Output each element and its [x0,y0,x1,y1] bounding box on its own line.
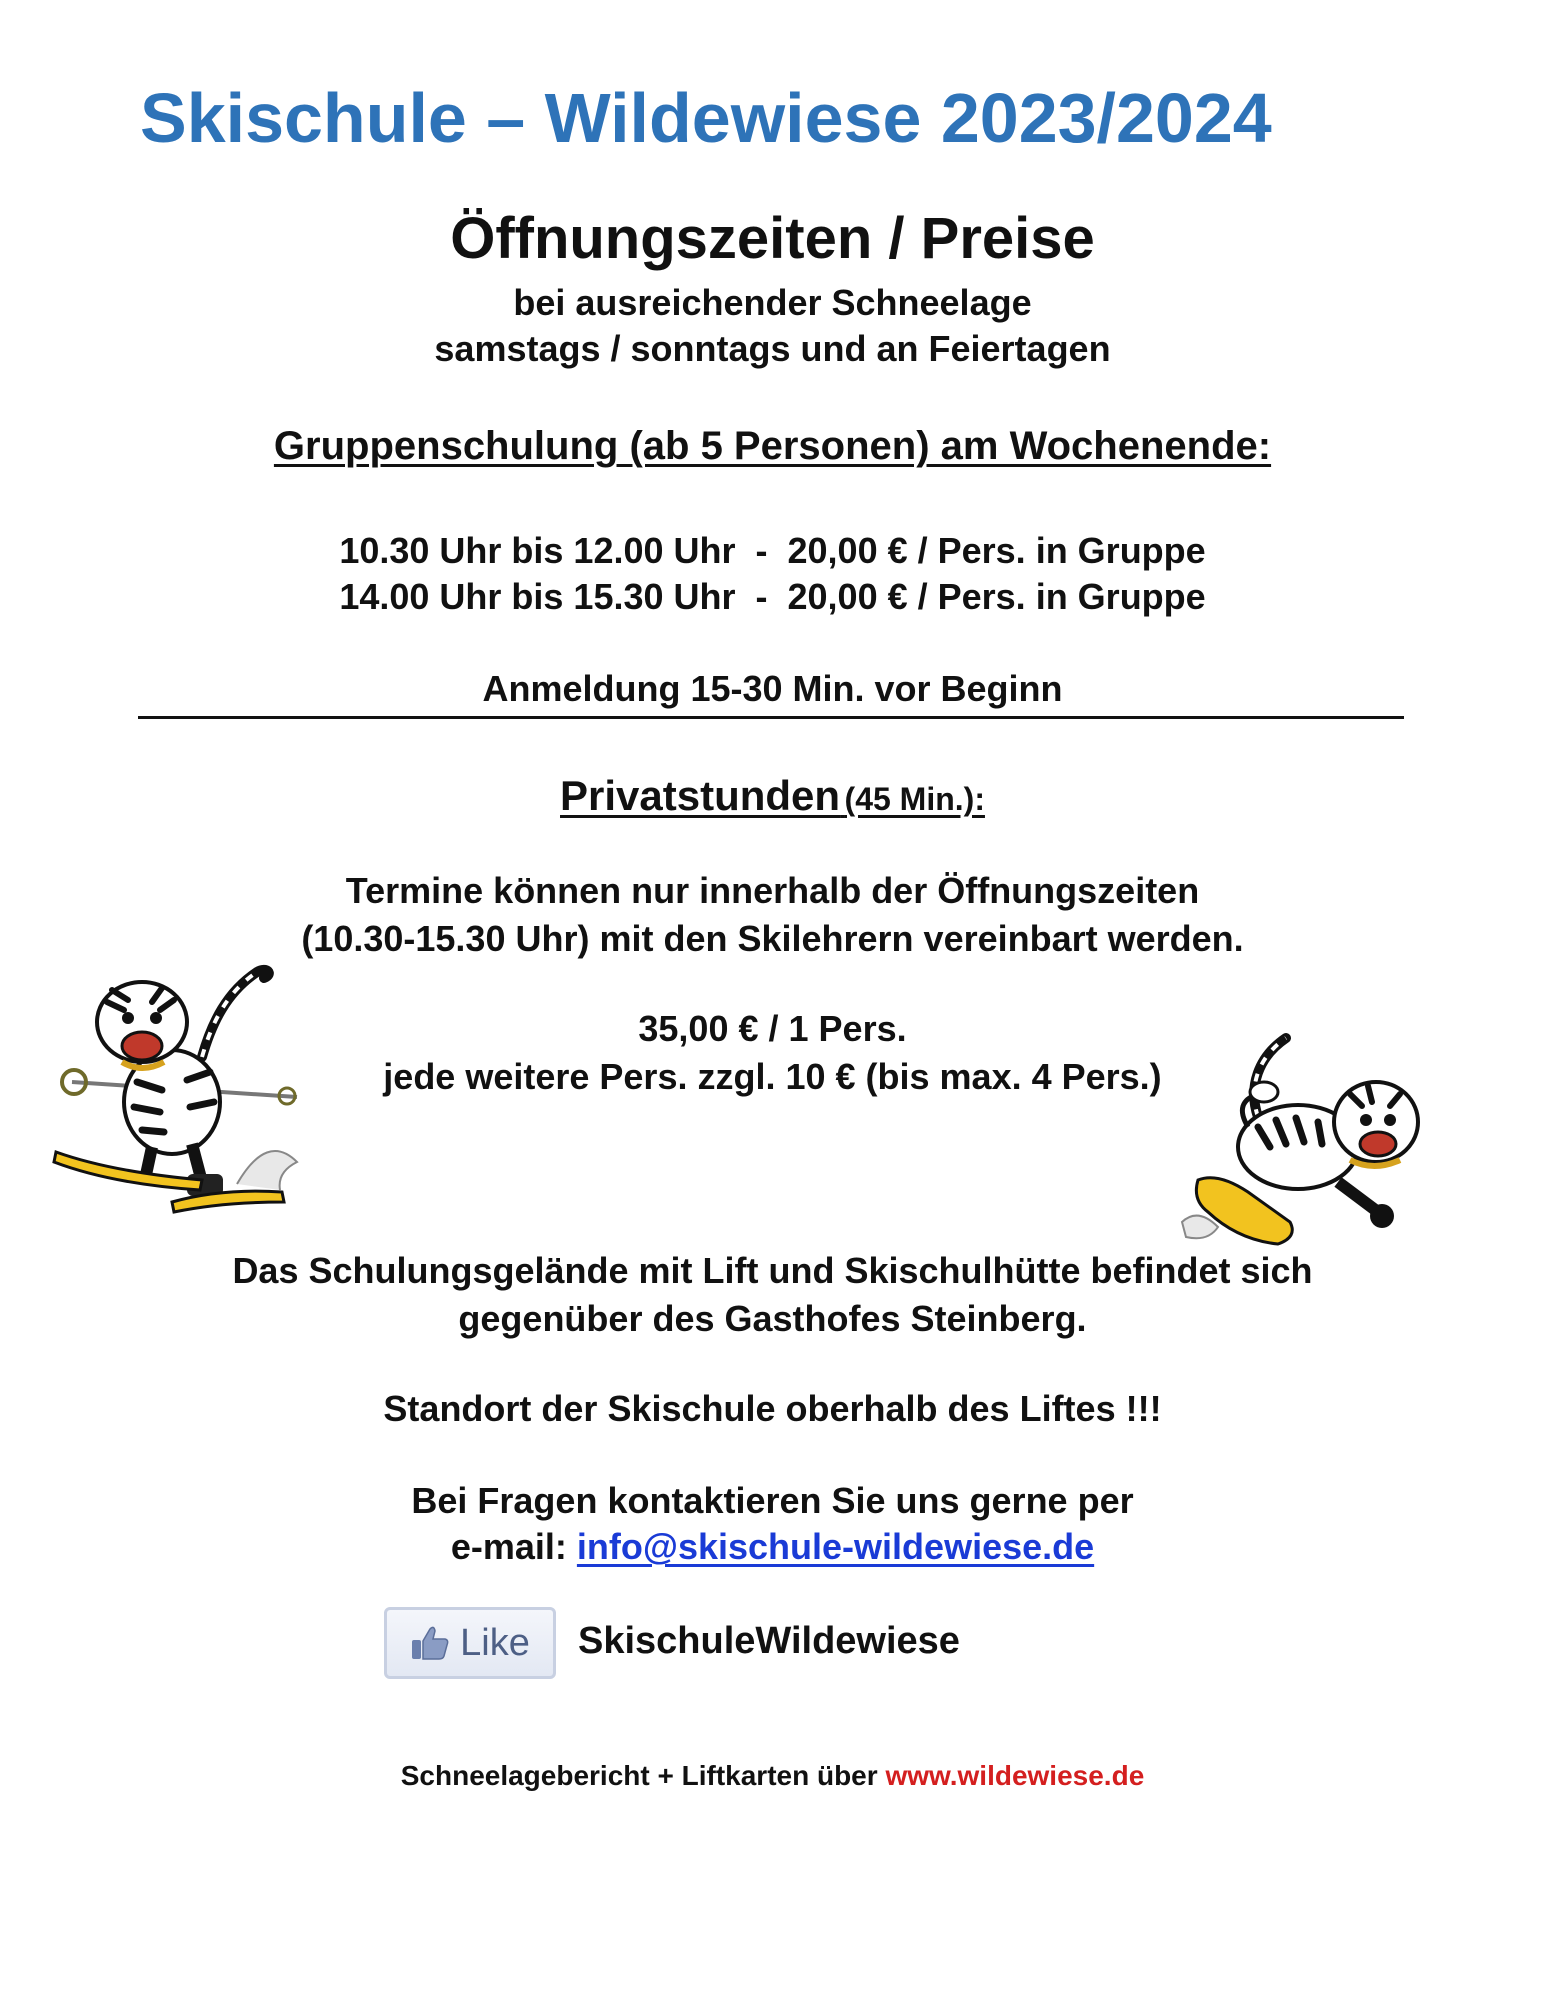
like-label: Like [460,1621,530,1664]
tiger-skier-illustration [52,962,307,1217]
private-heading-duration: (45 Min.): [844,781,985,817]
private-info-1: Termine können nur innerhalb der Öffnungszeiten [345,870,1200,911]
location-line-1: Das Schulungsgelände mit Lift und Skischulhütte befindet sich [232,1250,1313,1291]
registration-note: Anmeldung 15-30 Min. vor Beginn [482,668,1063,709]
private-price-1: 35,00 € / 1 Pers. [638,1008,907,1049]
contact-line: Bei Fragen kontaktieren Sie uns gerne per [411,1480,1134,1521]
snow-condition-note: bei ausreichender Schneelage [513,282,1032,323]
facebook-page-name: SkischuleWildewiese [578,1620,960,1662]
tiger-snowboarder-illustration [1178,1032,1438,1257]
private-info-2: (10.30-15.30 Uhr) mit den Skilehrern vereinbart werden. [301,918,1244,959]
private-heading-text: Privatstunden [560,772,841,819]
footer-link[interactable]: www.wildewiese.de [885,1760,1145,1791]
standort-note: Standort der Skischule oberhalb des Liftes !!! [383,1388,1162,1429]
group-heading: Gruppenschulung (ab 5 Personen) am Wochenende: [273,424,1272,468]
thumbs-up-icon [410,1625,450,1661]
email-link[interactable]: info@skischule-wildewiese.de [576,1526,1095,1567]
group-time-2: 14.00 Uhr bis 15.30 Uhr - 20,00 € / Pers. in Gruppe [339,576,1206,617]
private-price-2: jede weitere Pers. zzgl. 10 € (bis max. 4 Pers.) [383,1056,1162,1097]
page-title: Skischule – Wildewiese 2023/2024 [140,79,1272,157]
days-note: samstags / sonntags und an Feiertagen [434,328,1111,369]
location-line-2: gegenüber des Gasthofes Steinberg. [458,1298,1087,1339]
footer-text: Schneelagebericht + Liftkarten über [400,1760,878,1791]
email-line [0,1526,1545,1568]
group-time-1: 10.30 Uhr bis 12.00 Uhr - 20,00 € / Pers. in Gruppe [339,530,1206,571]
email-label: e-mail: [450,1526,567,1567]
divider [138,716,1404,719]
facebook-like-button[interactable] [384,1607,556,1679]
subtitle: Öffnungszeiten / Preise [450,206,1095,271]
private-heading [560,772,985,819]
footer [0,1760,1545,1792]
